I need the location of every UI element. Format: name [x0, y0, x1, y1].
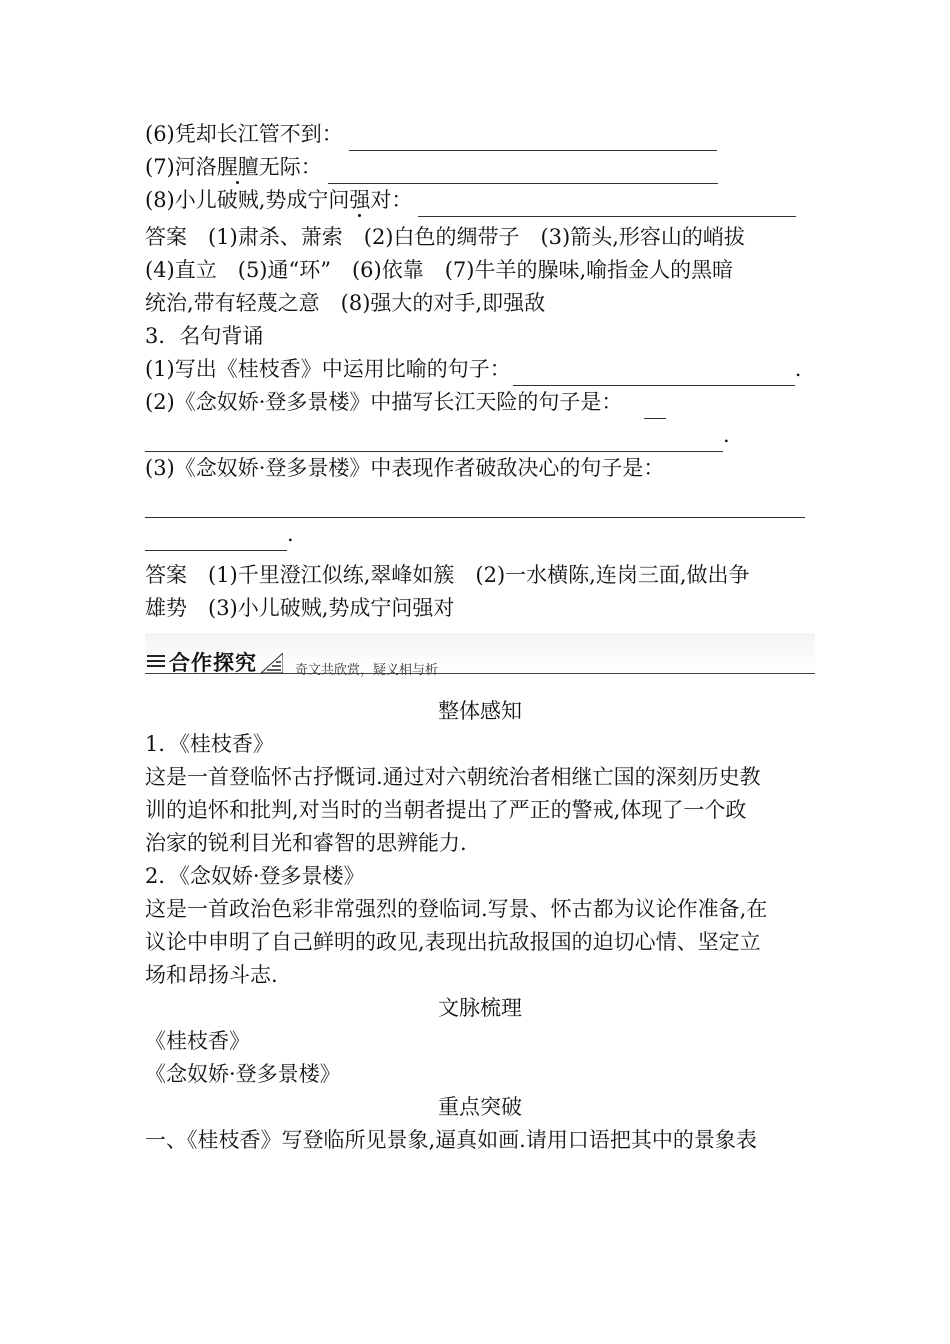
section-3-title: 3．名句背诵 — [145, 324, 264, 348]
overview-item-2-title: 2．《念奴娇·登多景楼》 — [145, 864, 365, 888]
answer-2-line-2: (4)直立 (5)通“环” (6)依靠 (7)牛羊的臊味,喻指金人的黑暗 — [145, 258, 734, 282]
banner-title: 合作探究 — [169, 651, 257, 675]
recite-blank-1[interactable] — [513, 363, 795, 386]
recite-blank-2b[interactable] — [145, 429, 723, 452]
triangle-icon — [261, 653, 283, 673]
stripes-icon — [147, 655, 165, 671]
banner-rule — [145, 673, 815, 674]
overview-item-1-title: 1．《桂枝香》 — [145, 732, 274, 756]
question-8 — [145, 184, 815, 217]
focus-heading: 重点突破 — [438, 1095, 522, 1119]
answer-3-line-1: 答案 (1)千里澄江似练,翠峰如簇 (2)一水横陈,连岗三面,做出争 — [145, 563, 750, 587]
document-page — [145, 118, 815, 1157]
question-6-text: (6)凭却长江管不到： — [145, 122, 343, 146]
overview-item-2-line-2: 议论中申明了自己鲜明的政见,表现出抗敌报国的迫切心情、坚定立 — [145, 930, 761, 954]
recite-question-2-end: . — [723, 423, 730, 447]
recite-question-2-cont — [145, 419, 815, 452]
answer-blank-6[interactable] — [349, 128, 717, 151]
overview-item-1-line-2: 训的追怀和批判,对当时的当朝者提出了严正的警戒,体现了一个政 — [145, 798, 747, 822]
answer-blank-8[interactable] — [418, 194, 796, 217]
answer-2-line-3: 统治,带有轻蔑之意 (8)强大的对手,即强敌 — [145, 291, 546, 315]
recite-question-1-end: . — [794, 357, 802, 381]
question-7 — [145, 151, 815, 184]
structure-heading: 文脉梳理 — [438, 996, 522, 1020]
focus-line-1: 一、《桂枝香》写登临所见景象,逼真如画.请用口语把其中的景象表 — [145, 1128, 757, 1152]
overview-item-1-line-3: 治家的锐利目光和睿智的思辨能力. — [145, 831, 467, 855]
overview-item-2-line-3: 场和昂扬斗志. — [145, 963, 278, 987]
question-8-text-a: (8)小儿破贼,势成宁问 — [145, 188, 350, 212]
recite-question-1-text: (1)写出《桂枝香》中运用比喻的句子： — [145, 357, 511, 381]
answer-3-line-2: 雄势 (3)小儿破贼,势成宁问强对 — [145, 596, 455, 620]
dotted-word-8: 强 — [349, 188, 371, 212]
answer-2-line-1: 答案 (1)肃杀、萧索 (2)白色的绸带子 (3)箭头,形容山的峭拔 — [145, 225, 745, 249]
recite-question-2 — [145, 386, 815, 419]
recite-question-3-cont — [145, 518, 815, 551]
recite-blank-2a[interactable] — [644, 396, 666, 419]
recite-question-3-end: . — [287, 522, 294, 546]
overview-item-1-line-1: 这是一首登临怀古抒慨词.通过对六朝统治者相继亡国的深刻历史教 — [145, 765, 761, 789]
recite-question-1 — [145, 353, 815, 386]
overview-heading: 整体感知 — [438, 699, 522, 723]
recite-question-2-text: (2)《念奴娇·登多景楼》中描写长江天险的句子是： — [145, 390, 623, 414]
recite-blank-3b[interactable] — [145, 528, 287, 551]
question-7-text-a: (7)河洛 — [145, 155, 217, 179]
section-banner — [145, 633, 815, 689]
question-6 — [145, 118, 815, 151]
overview-item-2-line-1: 这是一首政治色彩非常强烈的登临词.写景、怀古都为议论作准备,在 — [145, 897, 768, 921]
question-8-text-c: 对： — [370, 188, 413, 212]
answer-blank-7[interactable] — [328, 161, 718, 184]
banner-subtitle: 奇文共欣赏，疑义相与析 — [295, 663, 439, 678]
question-7-text-c: 无际： — [258, 155, 322, 179]
recite-question-3-blank-line — [145, 485, 815, 518]
structure-item-1: 《桂枝香》 — [145, 1029, 250, 1053]
recite-blank-3a[interactable] — [145, 495, 805, 518]
dotted-word-7: 腥膻 — [216, 155, 259, 179]
recite-question-3: (3)《念奴娇·登多景楼》中表现作者破敌决心的句子是： — [145, 456, 665, 480]
structure-item-2: 《念奴娇·登多景楼》 — [145, 1062, 341, 1086]
